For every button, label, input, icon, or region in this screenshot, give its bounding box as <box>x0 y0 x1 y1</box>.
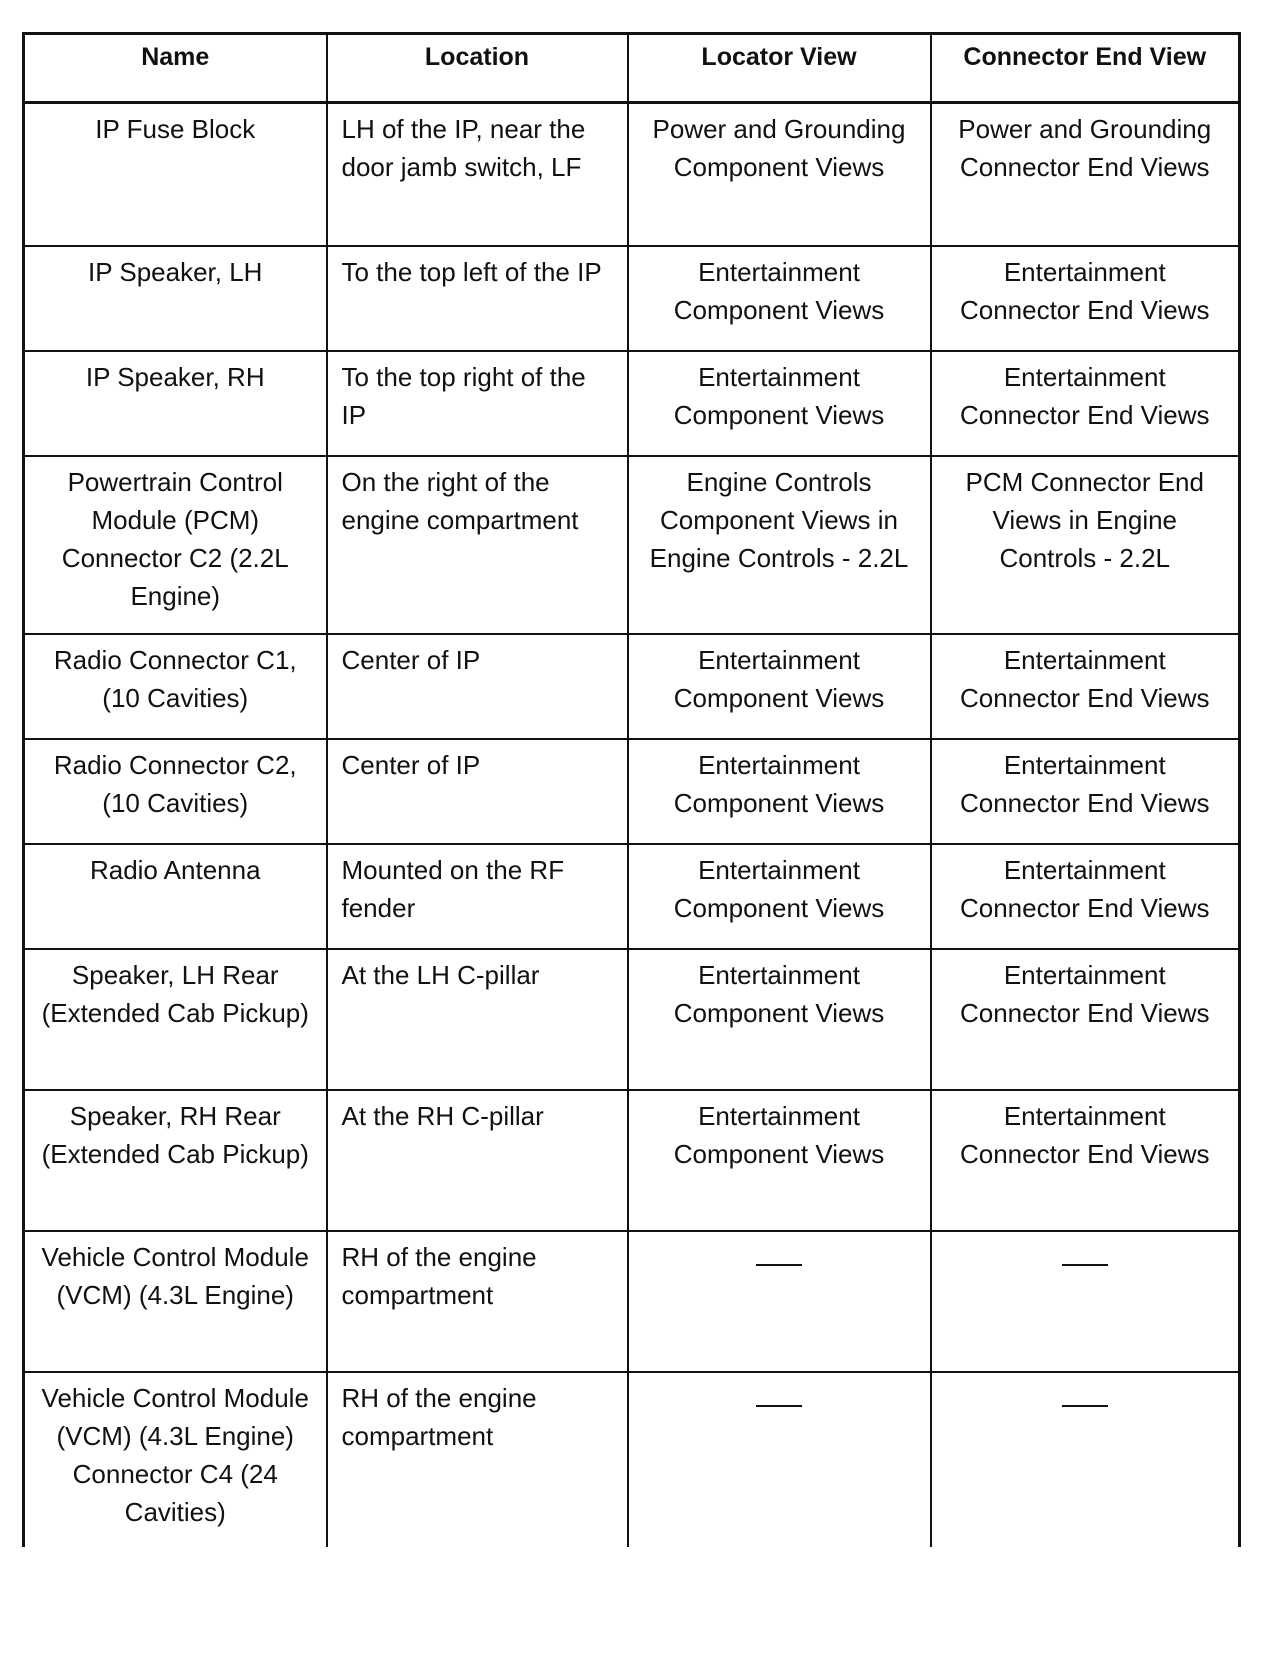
table-row <box>24 1372 1240 1547</box>
cell-connector-end-view: Entertainment Connector End Views <box>931 246 1240 351</box>
cell-locator-view: Entertainment Component Views <box>628 844 931 949</box>
cell-location: Center of IP <box>327 634 628 739</box>
cell-location: To the top right of the IP <box>327 351 628 456</box>
cell-name: Radio Connector C1, (10 Cavities) <box>24 634 327 739</box>
table-row <box>24 739 1240 844</box>
cell-locator-view <box>628 1372 931 1547</box>
cell-connector-end-view: Entertainment Connector End Views <box>931 634 1240 739</box>
table-row <box>24 103 1240 246</box>
cell-locator-view: Power and Grounding Component Views <box>628 103 931 246</box>
cell-name: Radio Connector C2, (10 Cavities) <box>24 739 327 844</box>
cell-location: LH of the IP, near the door jamb switch, LF <box>327 103 628 246</box>
table-row <box>24 246 1240 351</box>
header-name: Name <box>24 34 327 103</box>
cell-name: Speaker, RH Rear (Extended Cab Pickup) <box>24 1090 327 1231</box>
table-row <box>24 949 1240 1090</box>
component-locator-table <box>22 32 1241 1547</box>
header-connector-end-view: Connector End View <box>931 34 1240 103</box>
cell-connector-end-view: Entertainment Connector End Views <box>931 844 1240 949</box>
cell-locator-view: Entertainment Component Views <box>628 634 931 739</box>
cell-name: Speaker, LH Rear (Extended Cab Pickup) <box>24 949 327 1090</box>
cell-location: RH of the engine compartment <box>327 1231 628 1372</box>
empty-dash <box>1062 1264 1108 1266</box>
cell-location: On the right of the engine compartment <box>327 456 628 634</box>
cell-locator-view: Entertainment Component Views <box>628 739 931 844</box>
table-row <box>24 351 1240 456</box>
cell-locator-view <box>628 1231 931 1372</box>
cell-name: IP Speaker, RH <box>24 351 327 456</box>
cell-name: Vehicle Control Module (VCM) (4.3L Engine) <box>24 1231 327 1372</box>
cell-connector-end-view: Entertainment Connector End Views <box>931 351 1240 456</box>
table-row <box>24 844 1240 949</box>
cell-connector-end-view: Entertainment Connector End Views <box>931 1090 1240 1231</box>
cell-location: At the LH C-pillar <box>327 949 628 1090</box>
cell-name: IP Fuse Block <box>24 103 327 246</box>
table-row <box>24 634 1240 739</box>
cell-location: Center of IP <box>327 739 628 844</box>
empty-dash <box>1062 1405 1108 1407</box>
cell-locator-view: Entertainment Component Views <box>628 1090 931 1231</box>
empty-dash <box>756 1405 802 1407</box>
cell-name: Radio Antenna <box>24 844 327 949</box>
table-row <box>24 1090 1240 1231</box>
cell-name: Powertrain Control Module (PCM) Connector C2 (2.2L Engine) <box>24 456 327 634</box>
cell-name: IP Speaker, LH <box>24 246 327 351</box>
table-row <box>24 456 1240 634</box>
header-locator-view: Locator View <box>628 34 931 103</box>
cell-connector-end-view: Power and Grounding Connector End Views <box>931 103 1240 246</box>
cell-location: RH of the engine compartment <box>327 1372 628 1547</box>
cell-locator-view: Entertainment Component Views <box>628 246 931 351</box>
table-row <box>24 1231 1240 1372</box>
cell-connector-end-view <box>931 1372 1240 1547</box>
cell-name: Vehicle Control Module (VCM) (4.3L Engine) Connector C4 (24 Cavities) <box>24 1372 327 1547</box>
header-location: Location <box>327 34 628 103</box>
empty-dash <box>756 1264 802 1266</box>
cell-locator-view: Entertainment Component Views <box>628 949 931 1090</box>
header-row <box>24 34 1240 103</box>
cell-connector-end-view: Entertainment Connector End Views <box>931 739 1240 844</box>
cell-location: Mounted on the RF fender <box>327 844 628 949</box>
cell-connector-end-view: PCM Connector End Views in Engine Controls - 2.2L <box>931 456 1240 634</box>
cell-locator-view: Entertainment Component Views <box>628 351 931 456</box>
cell-locator-view: Engine Controls Component Views in Engine Controls - 2.2L <box>628 456 931 634</box>
cell-connector-end-view: Entertainment Connector End Views <box>931 949 1240 1090</box>
cell-connector-end-view <box>931 1231 1240 1372</box>
cell-location: To the top left of the IP <box>327 246 628 351</box>
cell-location: At the RH C-pillar <box>327 1090 628 1231</box>
